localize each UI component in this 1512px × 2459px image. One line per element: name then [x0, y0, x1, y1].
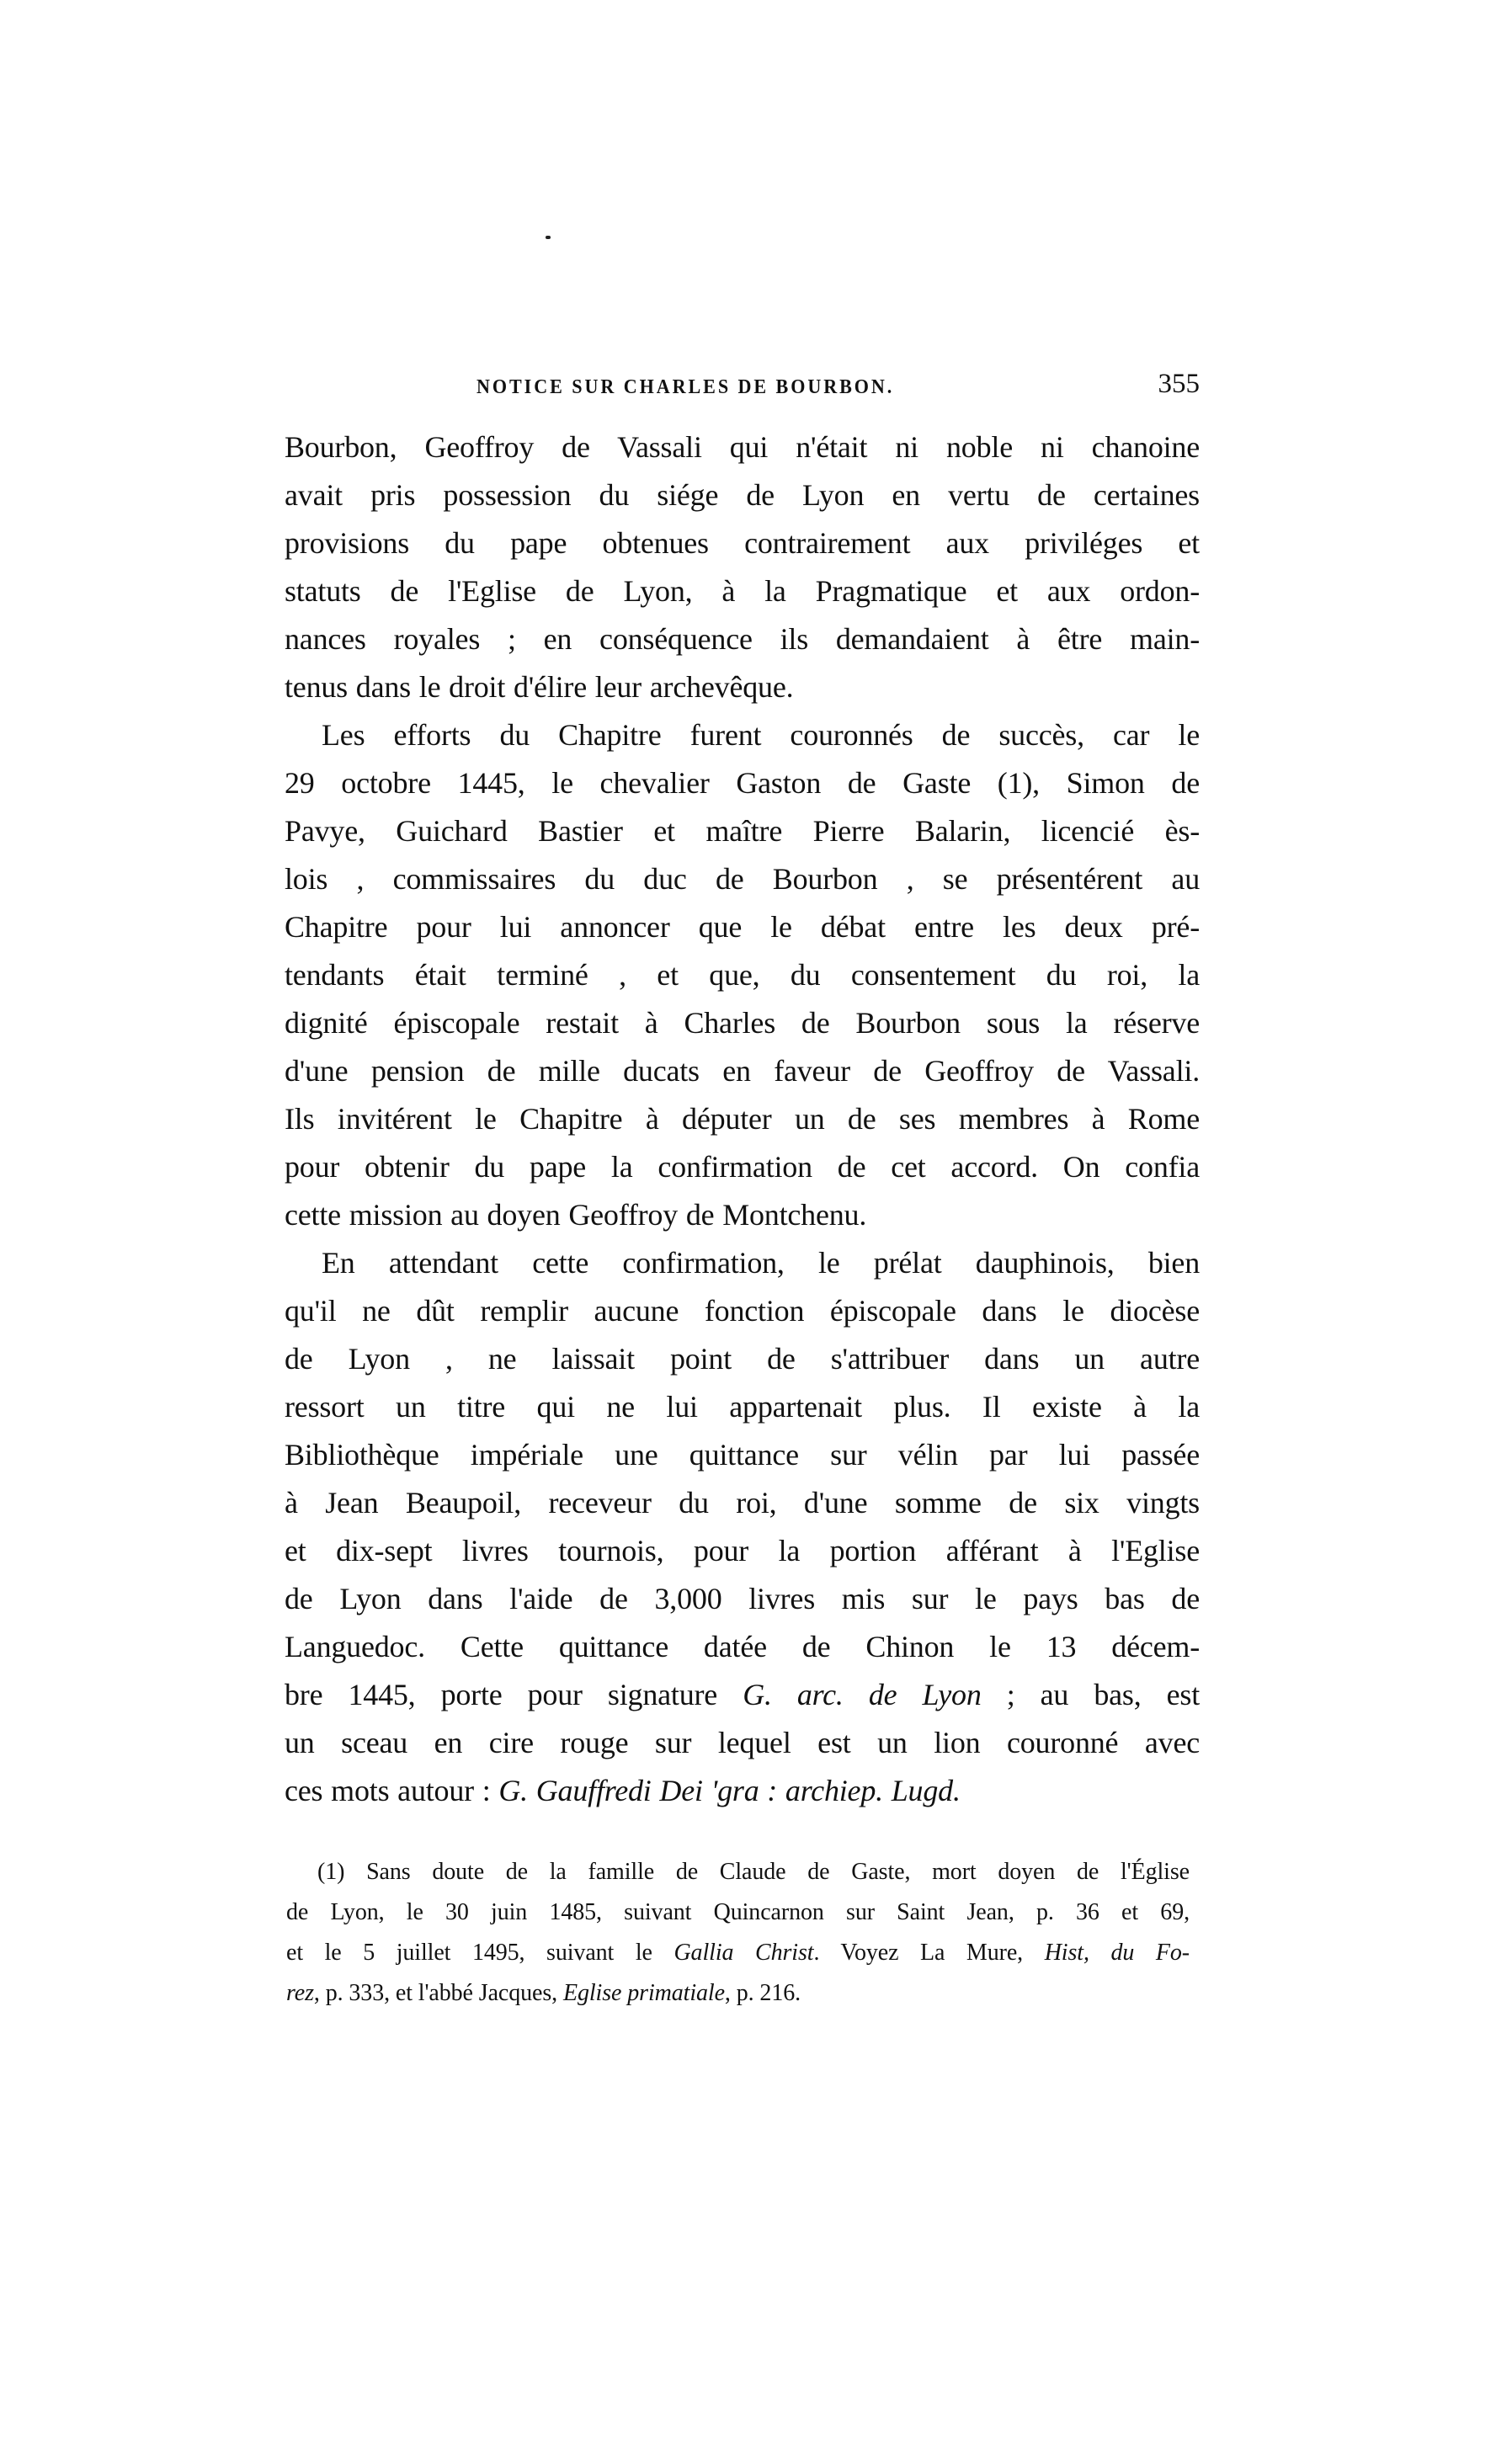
text-line: lois , commissaires du duc de Bourbon , se présentérent au [285, 862, 1200, 896]
italic-title: Hist, du Fo- [1044, 1940, 1190, 1966]
text-segment: , p. 216. [724, 1980, 801, 2006]
italic-signature: G. arc. de Lyon [743, 1678, 982, 1711]
text-line: statuts de l'Eglise de Lyon, à la Pragmatique et aux ordon- [285, 574, 1200, 608]
footnote-line: (1) Sans doute de la famille de Claude de Gaste, mort doyen de l'Église [317, 1859, 1190, 1885]
text-line [285, 1671, 1200, 1719]
text-line: et dix-sept livres tournois, pour la portion afférant à l'Eglise [285, 1534, 1200, 1567]
text-line: avait pris possession du siége de Lyon en vertu de certaines [285, 478, 1200, 512]
text-segment: , p. 333, et l'abbé Jacques, [313, 1980, 563, 2006]
text-segment: bre 1445, porte pour signature [285, 1678, 743, 1711]
italic-title: Gallia Christ [673, 1940, 814, 1966]
text-line: provisions du pape obtenues contrairement aux priviléges et [285, 526, 1200, 560]
footnote-line: de Lyon, le 30 juin 1485, suivant Quincarnon sur Saint Jean, p. 36 et 69, [286, 1899, 1190, 1925]
text-line: d'une pension de mille ducats en faveur de Geoffroy de Vassali. [285, 1054, 1200, 1088]
text-line: Ils invitérent le Chapitre à députer un de ses membres à Rome [285, 1102, 1200, 1136]
text-line: tendants était terminé , et que, du consentement du roi, la [285, 958, 1200, 992]
text-line: Bibliothèque impériale une quittance sur vélin par lui passée [285, 1438, 1200, 1472]
text-line: à Jean Beaupoil, receveur du roi, d'une somme de six vingts [285, 1486, 1200, 1520]
page-number: 355 [1158, 369, 1200, 399]
text-segment: ces mots autour : [285, 1774, 499, 1807]
running-head [285, 370, 1200, 404]
print-speck [546, 236, 551, 239]
paragraph-start-line: Les efforts du Chapitre furent couronnés de succès, car le [322, 718, 1200, 752]
italic-title: Eglise primatiale [562, 1980, 725, 2006]
text-line: qu'il ne dût remplir aucune fonction épiscopale dans le diocèse [285, 1294, 1200, 1328]
text-line: Bourbon, Geoffroy de Vassali qui n'était ni noble ni chanoine [285, 430, 1200, 464]
text-line: tenus dans le droit d'élire leur archevêque. [285, 670, 794, 704]
text-line: 29 octobre 1445, le chevalier Gaston de Gaste (1), Simon de [285, 766, 1200, 800]
text-line: nances royales ; en conséquence ils demandaient à être main- [285, 622, 1200, 656]
text-segment: . Voyez La Mure, [813, 1940, 1045, 1966]
text-line: pour obtenir du pape la confirmation de cet accord. On confia [285, 1150, 1200, 1184]
footnote [286, 1852, 1190, 2014]
text-line: ressort un titre qui ne lui appartenait plus. Il existe à la [285, 1390, 1200, 1424]
paragraph-start-line: En attendant cette confirmation, le prélat dauphinois, bien [322, 1246, 1200, 1280]
footnote-line [286, 1973, 1190, 2014]
text-line: Languedoc. Cette quittance datée de Chinon le 13 décem- [285, 1630, 1200, 1663]
text-segment: et le 5 juillet 1495, suivant le [286, 1940, 674, 1966]
text-line: de Lyon dans l'aide de 3,000 livres mis sur le pays bas de [285, 1582, 1200, 1615]
text-line [285, 1767, 1200, 1815]
text-line: Pavye, Guichard Bastier et maître Pierre Balarin, licencié ès- [285, 814, 1200, 848]
text-line: cette mission au doyen Geoffroy de Montchenu. [285, 1198, 867, 1232]
body-text [285, 423, 1200, 1815]
italic-inscription: G. Gauffredi Dei 'gra : archiep. Lugd. [498, 1774, 961, 1807]
running-title: NOTICE SUR CHARLES DE BOURBON. [476, 376, 895, 398]
footnote-line [286, 1933, 1190, 1973]
italic-title: rez [286, 1980, 314, 2006]
text-segment: ; au bas, est [981, 1678, 1200, 1711]
text-line: un sceau en cire rouge sur lequel est un lion couronné avec [285, 1726, 1200, 1759]
text-line: Chapitre pour lui annoncer que le débat entre les deux pré- [285, 910, 1200, 944]
text-line: de Lyon , ne laissait point de s'attribuer dans un autre [285, 1342, 1200, 1376]
text-line: dignité épiscopale restait à Charles de Bourbon sous la réserve [285, 1006, 1200, 1040]
